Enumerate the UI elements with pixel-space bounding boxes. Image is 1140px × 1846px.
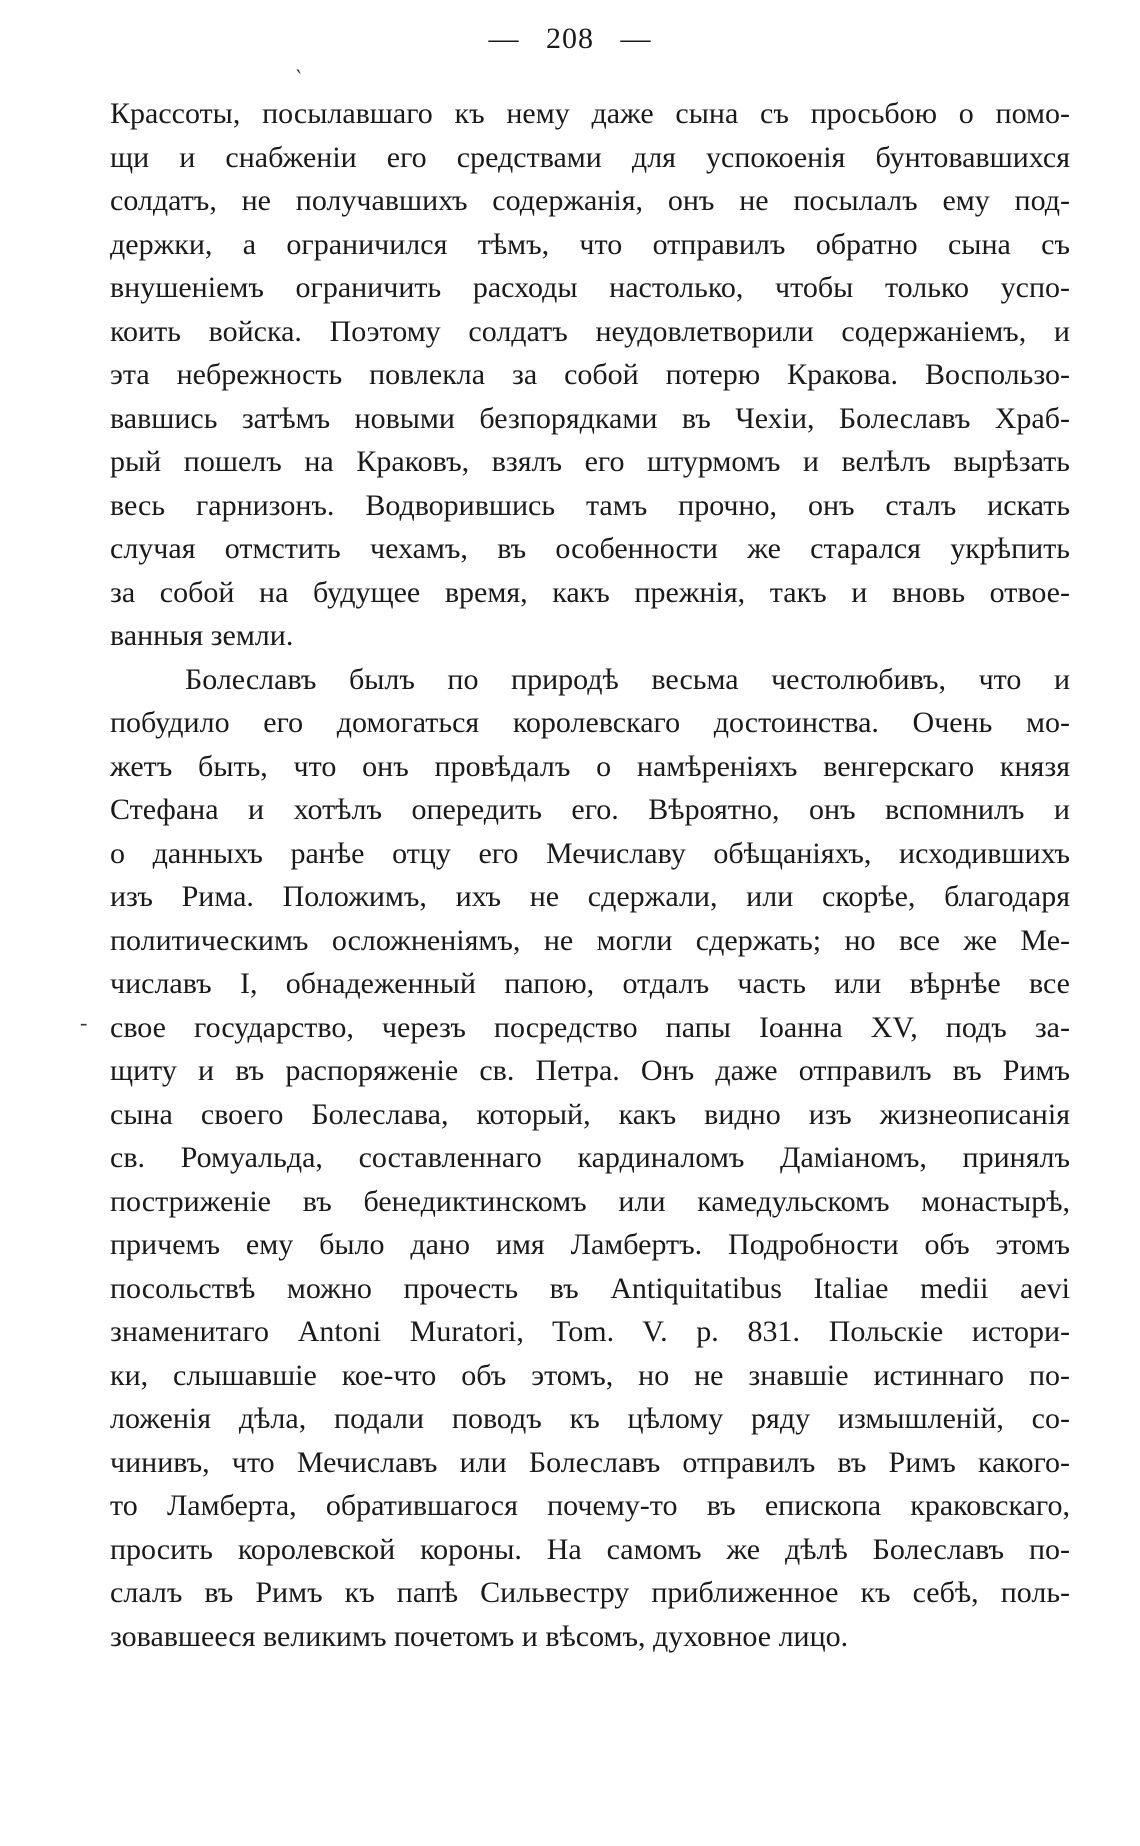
- text-line: числавъ I, обнадеженный папою, отдалъ часть или вѣрнѣе все: [110, 967, 1070, 1000]
- margin-tick-top: ‵: [296, 66, 301, 91]
- text-line: ванныя земли.: [110, 619, 294, 652]
- text-line: слалъ въ Римъ къ папѣ Сильвестру приближенное къ себѣ, поль-: [110, 1576, 1070, 1609]
- text-line: вавшись затѣмъ новыми безпорядками въ Чехіи, Болеславъ Храб-: [110, 401, 1070, 435]
- text-line: коить войска. Поэтому солдатъ неудовлетворили содержаніемъ, и: [110, 314, 1070, 348]
- text-line: солдатъ, не получавшихъ содержанія, онъ не посылалъ ему под-: [110, 184, 1070, 217]
- text-line: рый пошелъ на Краковъ, взялъ его штурмомъ и велѣлъ вырѣзать: [110, 445, 1070, 478]
- text-line: весь гарнизонъ. Водворившись тамъ прочно, онъ сталъ искать: [110, 488, 1070, 522]
- text-line: щиту и въ распоряженіе св. Петра. Онъ даже отправилъ въ Римъ: [110, 1054, 1070, 1087]
- text-line: сына своего Болеслава, который, какъ видно изъ жизнеописанія: [110, 1097, 1070, 1131]
- text-line: Болеславъ былъ по природѣ весьма честолюбивъ, что и: [185, 662, 1070, 696]
- text-line: держки, а ограничился тѣмъ, что отправилъ обратно сына съ: [110, 227, 1070, 261]
- text-line: зовавшееся великимъ почетомъ и вѣсомъ, духовное лицо.: [110, 1619, 849, 1653]
- text-line: знаменитаго Antoni Muratori, Tom. V. p. 831. Польскіе истори-: [110, 1315, 1070, 1348]
- paragraph-1: [110, 92, 1070, 658]
- margin-tick-left: -: [80, 1010, 88, 1035]
- paragraph-2: [110, 658, 1070, 1659]
- header-dash-left: —: [488, 22, 520, 55]
- text-line: за собой на будущее время, какъ прежнія, такъ и вновь отвое-: [110, 575, 1070, 609]
- text-line: чинивъ, что Мечиславъ или Болеславъ отправилъ въ Римъ какого-: [110, 1445, 1070, 1479]
- text-line: то Ламберта, обратившагося почему-то въ епископа краковскаго,: [110, 1489, 1070, 1522]
- page-header: [0, 22, 1140, 56]
- text-line: свое государство, черезъ посредство папы Іоанна XV, подъ за-: [110, 1010, 1070, 1044]
- text-line: постриженіе въ бенедиктинскомъ или камедульскомъ монастырѣ,: [110, 1184, 1070, 1218]
- text-line: случая отмстить чехамъ, въ особенности же старался укрѣпить: [110, 532, 1070, 565]
- text-line: эта небрежность повлекла за собой потерю Кракова. Воспользо-: [110, 358, 1070, 391]
- text-line: причемъ ему было дано имя Ламбертъ. Подробности объ этомъ: [110, 1228, 1070, 1261]
- header-dash-right: —: [620, 22, 652, 55]
- text-line: ложенія дѣла, подали поводъ къ цѣлому ряду измышленій, со-: [110, 1402, 1070, 1435]
- text-line: посольствѣ можно прочесть въ Antiquitatibus Italiae medii aevi: [110, 1271, 1070, 1305]
- text-line: изъ Рима. Положимъ, ихъ не сдержали, или скорѣе, благодаря: [110, 880, 1070, 913]
- body-text: [110, 92, 1070, 1658]
- text-line: просить королевской короны. На самомъ же дѣлѣ Болеславъ по-: [110, 1532, 1070, 1566]
- text-line: внушеніемъ ограничить расходы настолько, чтобы только успо-: [110, 271, 1070, 304]
- text-line: св. Ромуальда, составленнаго кардиналомъ Даміаномъ, принялъ: [110, 1141, 1070, 1174]
- page-number: 208: [546, 22, 594, 55]
- text-line: побудило его домогаться королевскаго достоинства. Очень мо-: [110, 706, 1070, 739]
- text-line: щи и снабженіи его средствами для успокоенія бунтовавшихся: [110, 140, 1070, 174]
- text-line: политическимъ осложненіямъ, не могли сдержать; но все же Ме-: [110, 923, 1070, 957]
- text-line: о данныхъ ранѣе отцу его Мечиславу обѣщаніяхъ, исходившихъ: [110, 836, 1070, 870]
- text-line: жетъ быть, что онъ провѣдалъ о намѣреніяхъ венгерскаго князя: [110, 749, 1070, 783]
- text-line: ки, слышавшіе кое-что объ этомъ, но не знавшіе истиннаго по-: [110, 1358, 1070, 1392]
- text-line: Крассоты, посылавшаго къ нему даже сына съ просьбою о помо-: [110, 97, 1070, 130]
- text-line: Стефана и хотѣлъ опередить его. Вѣроятно, онъ вспомнилъ и: [110, 793, 1070, 826]
